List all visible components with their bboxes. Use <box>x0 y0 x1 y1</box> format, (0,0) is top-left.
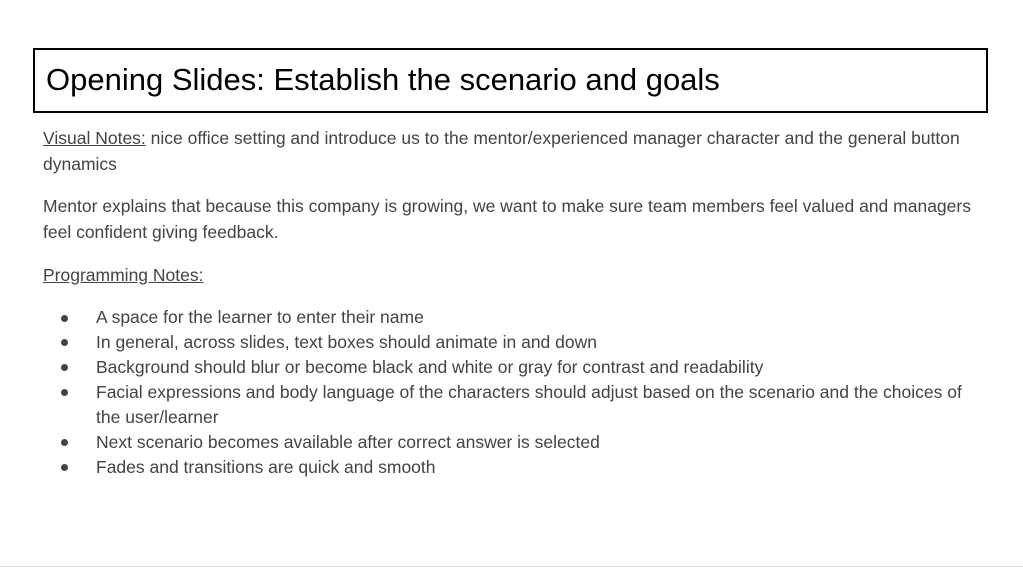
programming-notes-label: Programming Notes: <box>43 264 204 285</box>
slide-title-box <box>33 48 988 113</box>
list-item <box>43 430 983 455</box>
list-item <box>43 380 983 430</box>
visual-notes-paragraph <box>43 126 983 178</box>
visual-notes-label: Visual Notes: <box>43 128 146 148</box>
bullet-dot-icon <box>61 389 68 396</box>
bullet-dot-icon <box>61 439 68 446</box>
programming-notes-paragraph <box>43 263 983 289</box>
bullet-dot-icon <box>61 315 68 322</box>
list-item-label: In general, across slides, text boxes should animate in and down <box>96 332 597 353</box>
list-item-label: Background should blur or become black and white or gray for contrast and readability <box>96 357 764 378</box>
list-item-label: Facial expressions and body language of the characters should adjust based on the scenario and the choices of the user/learner <box>96 381 962 427</box>
slide-body <box>43 126 983 479</box>
list-item-label: Next scenario becomes available after correct answer is selected <box>96 431 600 452</box>
footer-divider <box>0 566 1023 567</box>
bullet-dot-icon <box>61 364 68 371</box>
mentor-paragraph: Mentor explains that because this company is growing, we want to make sure team members feel valued and managers feel confident giving feedback. <box>43 195 971 242</box>
list-item-label: A space for the learner to enter their name <box>96 307 424 328</box>
list-item-label: Fades and transitions are quick and smooth <box>96 456 436 477</box>
list-item <box>43 305 983 330</box>
list-item <box>43 330 983 355</box>
bullet-dot-icon <box>61 339 68 346</box>
page-title: Opening Slides: Establish the scenario and goals <box>46 62 720 98</box>
programming-notes-list <box>43 305 983 479</box>
list-item <box>43 455 983 480</box>
bullet-dot-icon <box>61 464 68 471</box>
list-item <box>43 355 983 380</box>
visual-notes-text: nice office setting and introduce us to the mentor/experienced manager character and the general button dynamics <box>43 128 960 174</box>
